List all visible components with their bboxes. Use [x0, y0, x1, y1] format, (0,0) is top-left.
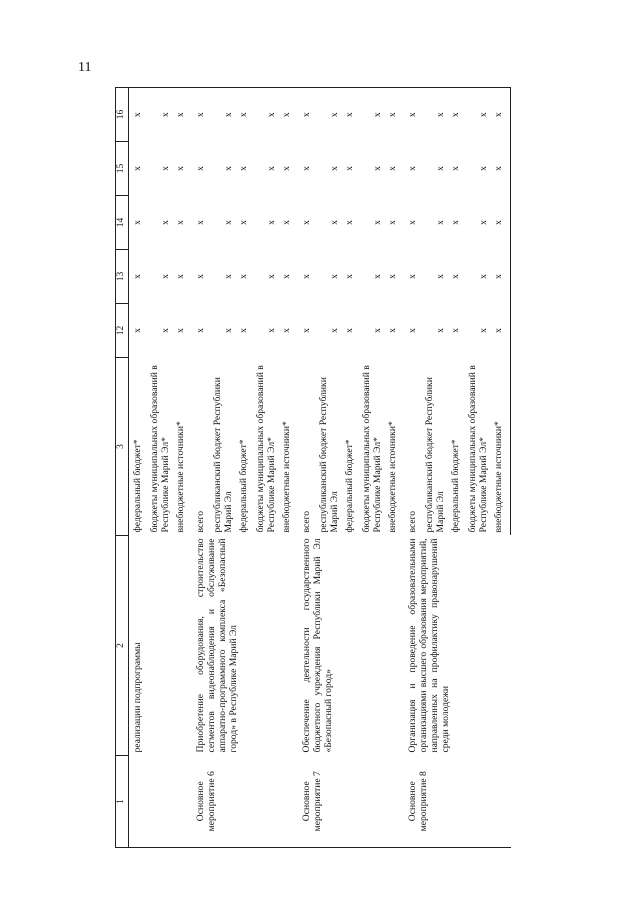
funding-source: бюджеты муниципальных образований в Республике Марий Эл*	[149, 365, 171, 533]
value-cell-col-14: x	[329, 220, 340, 225]
value-cell-col-16: x	[192, 88, 212, 142]
value-cell-col-12: x	[478, 328, 489, 333]
funding-source: федеральный бюджет*	[450, 439, 461, 533]
value-cell-col-13: x	[435, 274, 446, 279]
activity-name: Приобретение оборудования, строительство сегментов видеонаблюдения и обслуживание аппаратно-программного комплекса «Безопасный город» в Республике Марий Эл	[195, 538, 239, 753]
funding-source: внебюджетные источники*	[493, 358, 511, 536]
funding-source: федеральный бюджет*	[344, 439, 355, 533]
value-cell-col-14: x	[238, 220, 249, 225]
value-cell-col-16: x	[318, 88, 344, 142]
activity-name: реализации подпрограммы	[132, 642, 143, 753]
activity-number: Основное мероприятие 6	[192, 756, 298, 848]
value-cell-col-13: x	[238, 274, 249, 279]
value-cell-col-14: x	[493, 196, 511, 250]
value-cell-col-13: x	[160, 274, 171, 279]
value-cell-col-16: x	[212, 88, 238, 142]
value-cell-col-16: x	[175, 88, 192, 142]
value-cell-col-15: x	[266, 166, 277, 171]
value-cell-col-13: x	[387, 274, 398, 279]
value-cell-col-13: x	[195, 274, 206, 279]
value-cell-col-12: x	[175, 328, 186, 333]
value-cell-col-12: x	[281, 328, 292, 333]
value-cell-col-15: x	[407, 166, 418, 171]
value-cell-col-15: x	[175, 166, 186, 171]
value-cell-col-16: x	[129, 88, 150, 142]
header-cell-14: 14	[116, 196, 129, 250]
funding-source: всего	[407, 510, 418, 533]
activity-number: Основное мероприятие 8	[404, 756, 511, 848]
value-cell-col-13: x	[407, 274, 418, 279]
header-cell-15: 15	[116, 142, 129, 196]
value-cell-col-15: x	[372, 166, 383, 171]
value-cell-col-16: x	[450, 88, 467, 142]
funding-source: внебюджетные источники*	[387, 421, 398, 533]
table-row	[192, 88, 212, 848]
header-cell-16: 16	[116, 88, 129, 142]
value-cell-col-15: x	[301, 166, 312, 171]
value-cell-col-16: x	[493, 88, 511, 142]
value-cell-col-12: x	[493, 304, 511, 358]
page-number: 11	[78, 60, 92, 75]
value-cell-col-15: x	[329, 166, 340, 171]
activity-number	[129, 756, 193, 848]
funding-source: бюджеты муниципальных образований в Республике Марий Эл*	[467, 365, 489, 533]
value-cell-col-12: x	[407, 328, 418, 333]
value-cell-col-12: x	[238, 328, 249, 333]
value-cell-col-14: x	[450, 220, 461, 225]
funding-source: федеральный бюджет*	[238, 439, 249, 533]
value-cell-col-15: x	[435, 166, 446, 171]
value-cell-col-16: x	[387, 88, 404, 142]
value-cell-col-15: x	[223, 166, 234, 171]
value-cell-col-12: x	[301, 328, 312, 333]
value-cell-col-15: x	[132, 166, 143, 171]
value-cell-col-16: x	[298, 88, 318, 142]
table-row	[404, 88, 424, 848]
value-cell-col-15: x	[387, 166, 398, 171]
header-cell-3: 3	[116, 358, 129, 536]
value-cell-col-16: x	[281, 88, 298, 142]
value-cell-col-12: x	[223, 328, 234, 333]
program-activities-table	[115, 87, 511, 848]
funding-source: федеральный бюджет*	[132, 439, 143, 533]
value-cell-col-14: x	[387, 220, 398, 225]
value-cell-col-12: x	[266, 328, 277, 333]
value-cell-col-13: x	[493, 250, 511, 304]
value-cell-col-13: x	[281, 274, 292, 279]
value-cell-col-15: x	[478, 166, 489, 171]
table-row	[298, 88, 318, 848]
table-row	[129, 88, 150, 848]
value-cell-col-13: x	[175, 274, 186, 279]
value-cell-col-12: x	[435, 328, 446, 333]
value-cell-col-16: x	[344, 88, 361, 142]
value-cell-col-16: x	[149, 88, 175, 142]
value-cell-col-12: x	[372, 328, 383, 333]
value-cell-col-15: x	[493, 142, 511, 196]
funding-source: бюджеты муниципальных образований в Республике Марий Эл*	[361, 365, 383, 533]
value-cell-col-12: x	[387, 328, 398, 333]
value-cell-col-13: x	[450, 274, 461, 279]
value-cell-col-12: x	[450, 328, 461, 333]
value-cell-col-12: x	[132, 328, 143, 333]
value-cell-col-14: x	[160, 220, 171, 225]
value-cell-col-13: x	[372, 274, 383, 279]
value-cell-col-13: x	[266, 274, 277, 279]
value-cell-col-14: x	[281, 220, 292, 225]
value-cell-col-14: x	[478, 220, 489, 225]
funding-source: республиканский бюджет Республики Марий Эл	[424, 377, 446, 533]
value-cell-col-16: x	[467, 88, 493, 142]
value-cell-col-14: x	[266, 220, 277, 225]
value-cell-col-14: x	[407, 220, 418, 225]
value-cell-col-15: x	[281, 166, 292, 171]
value-cell-col-15: x	[344, 166, 355, 171]
funding-source: республиканский бюджет Республики Марий Эл	[318, 377, 340, 533]
value-cell-col-14: x	[175, 220, 186, 225]
value-cell-col-14: x	[223, 220, 234, 225]
value-cell-col-13: x	[478, 274, 489, 279]
header-cell-13: 13	[116, 250, 129, 304]
value-cell-col-14: x	[301, 220, 312, 225]
table-body	[129, 88, 511, 848]
value-cell-col-12: x	[195, 328, 206, 333]
value-cell-col-13: x	[344, 274, 355, 279]
activity-name: Организация и проведение образовательными организациями высшего образования мероприятий, направленных на профилактику правонарушений среди молодежи	[407, 538, 451, 753]
value-cell-col-16: x	[238, 88, 255, 142]
value-cell-col-14: x	[435, 220, 446, 225]
funding-source: всего	[301, 510, 312, 533]
value-cell-col-13: x	[301, 274, 312, 279]
value-cell-col-16: x	[255, 88, 281, 142]
value-cell-col-15: x	[160, 166, 171, 171]
value-cell-col-13: x	[329, 274, 340, 279]
value-cell-col-13: x	[132, 274, 143, 279]
activity-number: Основное мероприятие 7	[298, 756, 404, 848]
value-cell-col-13: x	[223, 274, 234, 279]
value-cell-col-12: x	[329, 328, 340, 333]
header-cell-1: 1	[116, 756, 129, 848]
value-cell-col-14: x	[372, 220, 383, 225]
value-cell-col-16: x	[424, 88, 450, 142]
rotated-table-container	[115, 88, 555, 848]
value-cell-col-12: x	[344, 328, 355, 333]
value-cell-col-14: x	[195, 220, 206, 225]
funding-source: внебюджетные источники*	[175, 421, 186, 533]
value-cell-col-15: x	[450, 166, 461, 171]
value-cell-col-15: x	[238, 166, 249, 171]
value-cell-col-16: x	[404, 88, 424, 142]
header-cell-12: 12	[116, 304, 129, 358]
value-cell-col-15: x	[195, 166, 206, 171]
funding-source: всего	[195, 510, 206, 533]
header-cell-2: 2	[116, 536, 129, 756]
funding-source: бюджеты муниципальных образований в Республике Марий Эл*	[255, 365, 277, 533]
value-cell-col-14: x	[132, 220, 143, 225]
funding-source: внебюджетные источники*	[281, 421, 292, 533]
value-cell-col-16: x	[361, 88, 387, 142]
value-cell-col-14: x	[344, 220, 355, 225]
header-row	[116, 88, 129, 848]
funding-source: республиканский бюджет Республики Марий Эл	[212, 377, 234, 533]
activity-name: Обеспечение деятельности государственного бюджетного учреждения Республики Марий Эл «Безопасный город»	[301, 538, 334, 753]
value-cell-col-12: x	[160, 328, 171, 333]
